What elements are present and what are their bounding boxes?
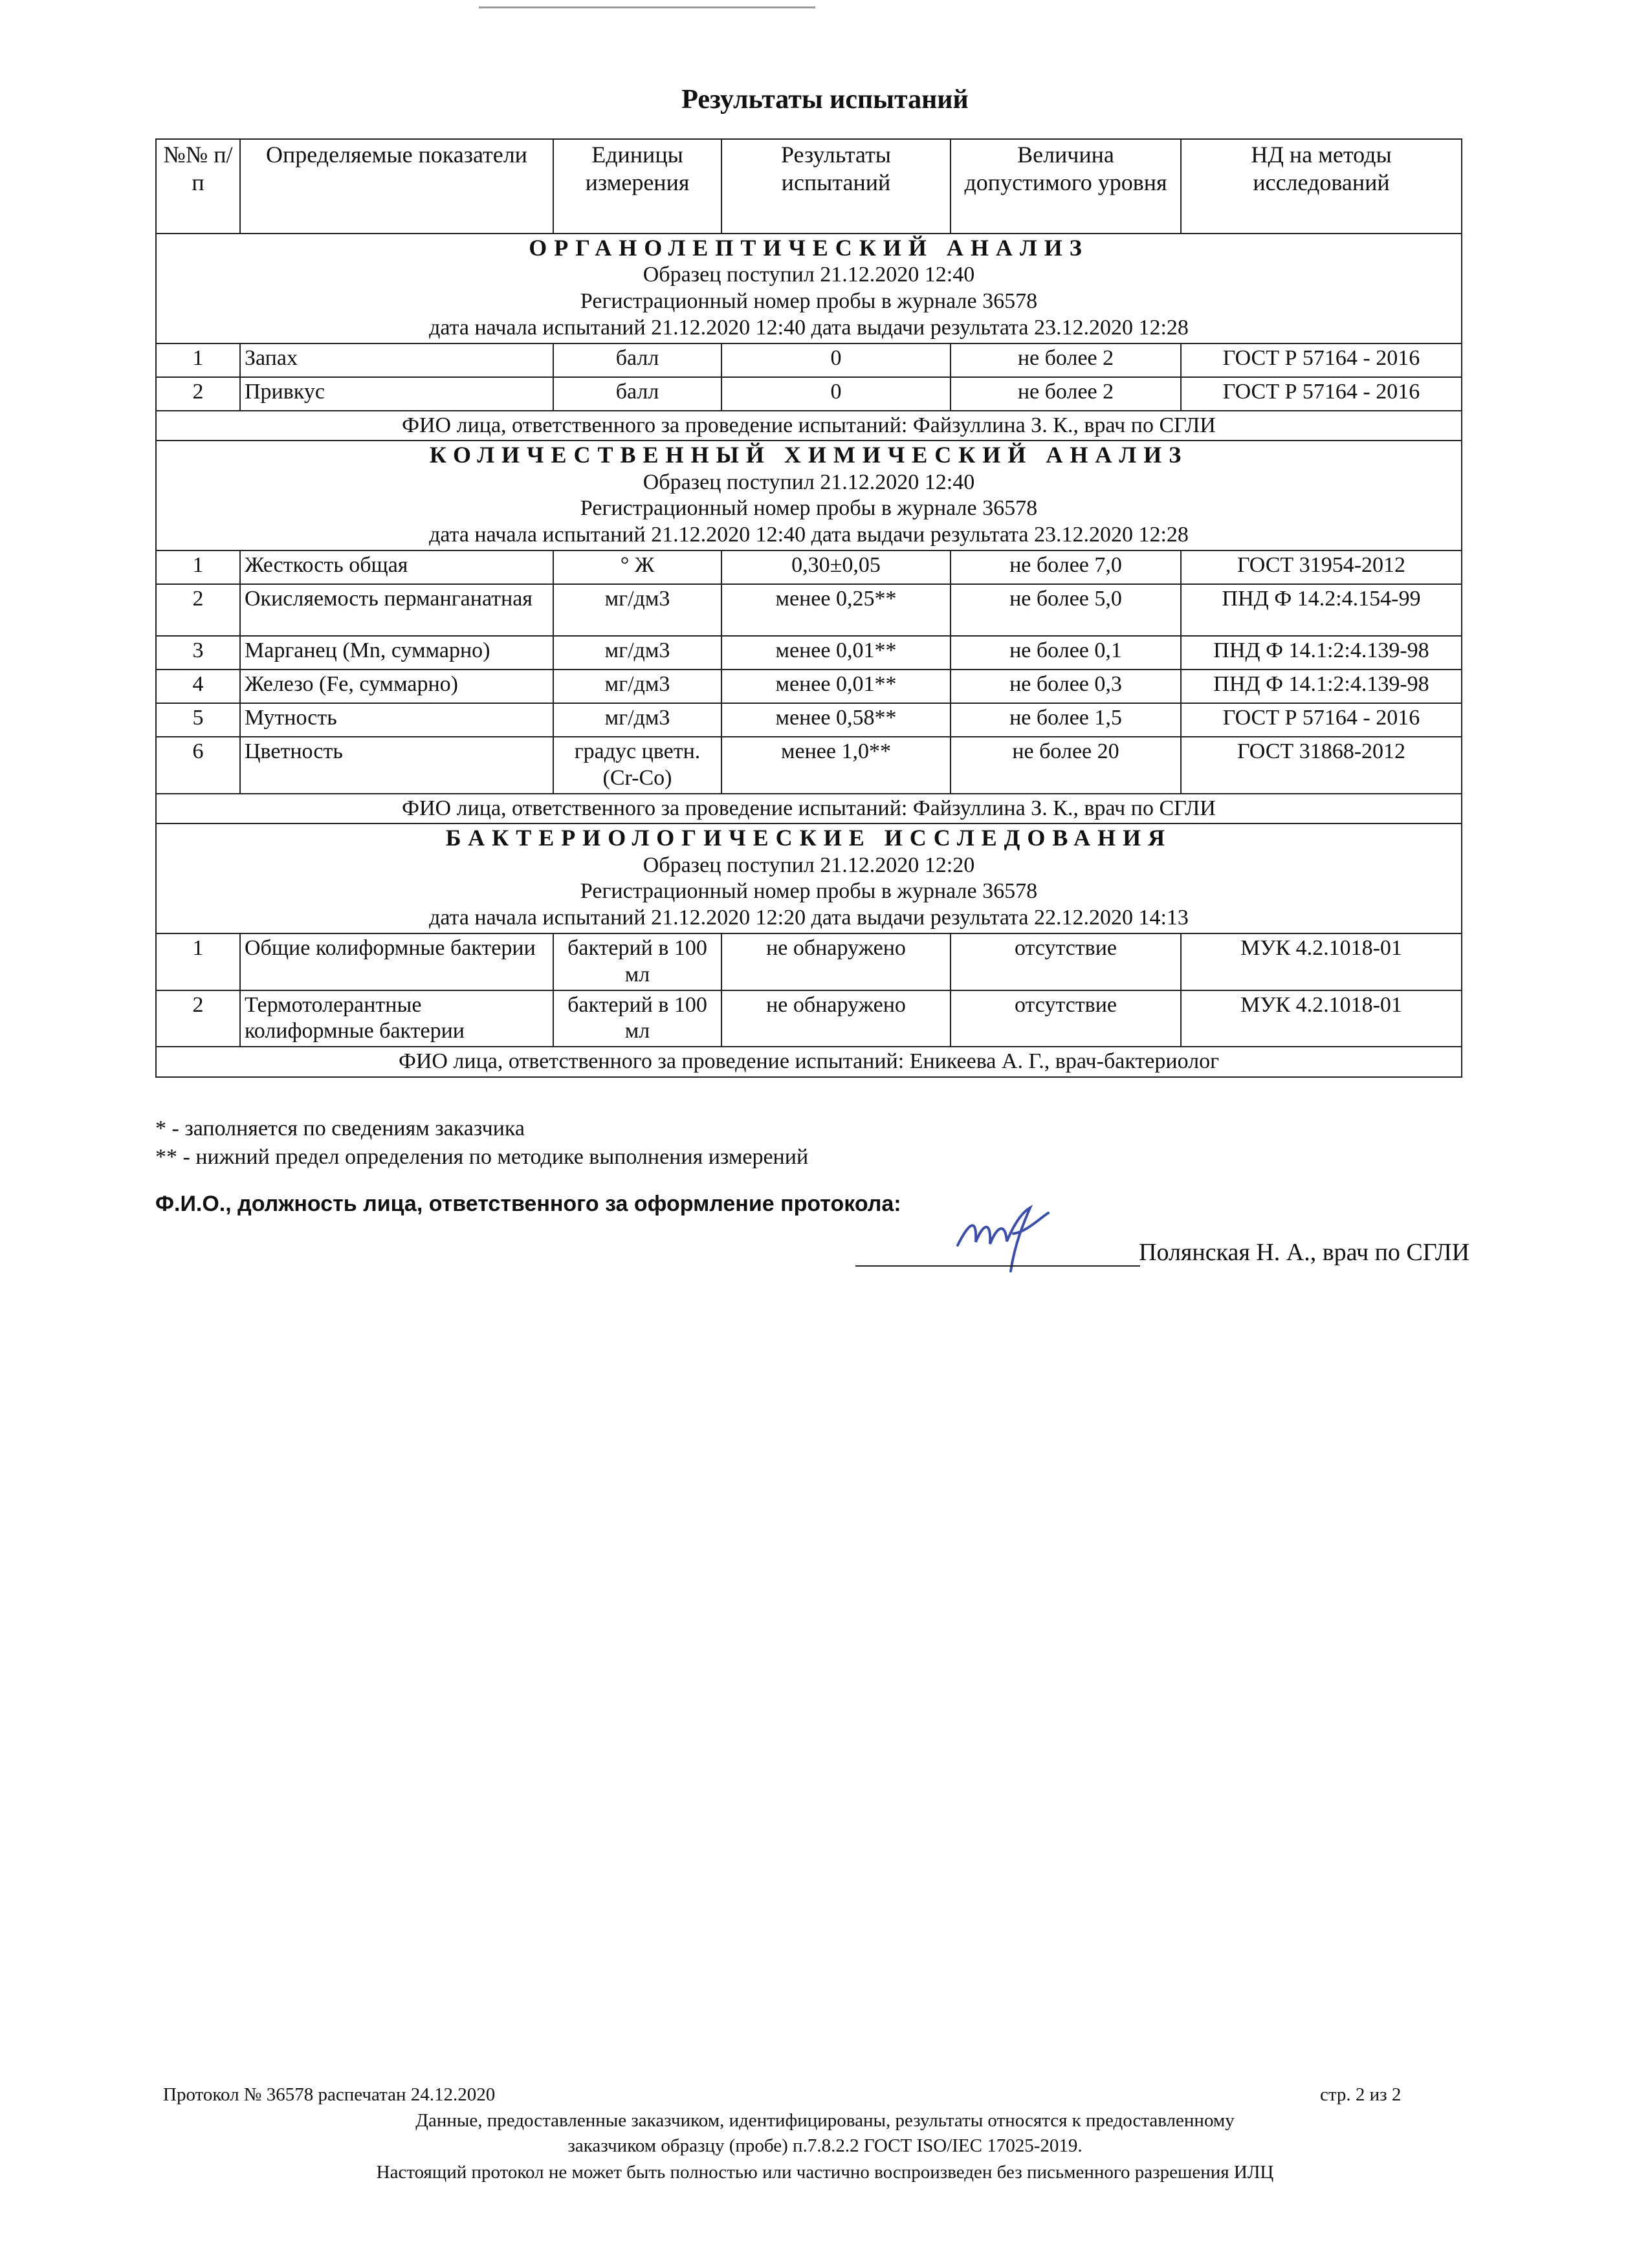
results-table	[155, 138, 1462, 1078]
row-number: 1	[156, 343, 240, 377]
row-unit: бактерий в 100 мл	[553, 990, 721, 1047]
col-header-num: №№ п/п	[156, 139, 240, 234]
section-title	[156, 441, 1462, 469]
section-registration	[156, 496, 1462, 522]
section-responsible-row	[156, 411, 1462, 441]
footnote-detection-limit: ** - нижний предел определения по методике выполнения измерений	[155, 1145, 809, 1169]
row-limit: не более 0,3	[951, 670, 1181, 703]
section-dates	[156, 905, 1462, 933]
row-unit: балл	[553, 343, 721, 377]
section-title	[156, 823, 1462, 852]
row-number: 3	[156, 636, 240, 670]
section-received-cell: Образец поступил 21.12.2020 12:40	[156, 470, 1462, 496]
row-limit: не более 1,5	[951, 703, 1181, 737]
scan-top-line	[479, 6, 815, 8]
row-method: ГОСТ 31868-2012	[1181, 737, 1462, 794]
row-unit: мг/дм3	[553, 670, 721, 703]
section-received	[156, 262, 1462, 289]
row-indicator: Термотолерантные колиформные бактерии	[240, 990, 553, 1047]
table-row	[156, 377, 1462, 411]
section-title	[156, 234, 1462, 262]
row-number: 1	[156, 933, 240, 990]
col-header-unit: Единицы измерения	[553, 139, 721, 234]
footer-protocol-info: Протокол № 36578 распечатан 24.12.2020	[163, 2084, 496, 2105]
row-unit: мг/дм3	[553, 703, 721, 737]
table-row	[156, 933, 1462, 990]
row-number: 1	[156, 551, 240, 584]
row-limit: отсутствие	[951, 990, 1181, 1047]
section-dates-cell: дата начала испытаний 21.12.2020 12:40 дата выдачи результата 23.12.2020 12:28	[156, 522, 1462, 551]
row-number: 6	[156, 737, 240, 794]
section-responsible: ФИО лица, ответственного за проведение испытаний: Файзуллина З. К., врач по СГЛИ	[156, 411, 1462, 441]
footer-page-number: стр. 2 из 2	[1320, 2084, 1402, 2105]
section-dates-cell: дата начала испытаний 21.12.2020 12:40 дата выдачи результата 23.12.2020 12:28	[156, 315, 1462, 343]
section-responsible-row	[156, 1047, 1462, 1077]
row-limit: не более 7,0	[951, 551, 1181, 584]
row-unit: мг/дм3	[553, 584, 721, 636]
row-method: ГОСТ Р 57164 - 2016	[1181, 703, 1462, 737]
table-row	[156, 343, 1462, 377]
row-result: менее 0,01**	[721, 636, 951, 670]
row-number: 2	[156, 584, 240, 636]
row-indicator: Запах	[240, 343, 553, 377]
row-method: ПНД Ф 14.1:2:4.139-98	[1181, 636, 1462, 670]
row-indicator: Привкус	[240, 377, 553, 411]
section-title-cell: КОЛИЧЕСТВЕННЫЙ ХИМИЧЕСКИЙ АНАЛИЗ	[156, 441, 1462, 469]
footnote-customer: * - заполняется по сведениям заказчика	[155, 1117, 525, 1140]
section-received	[156, 470, 1462, 496]
row-limit: не более 0,1	[951, 636, 1181, 670]
signer-name: Полянская Н. А., врач по СГЛИ	[1139, 1239, 1470, 1266]
row-limit: не более 2	[951, 377, 1181, 411]
col-header-limit: Величина допустимого уровня	[951, 139, 1181, 234]
section-registration-cell: Регистрационный номер пробы в журнале 36578	[156, 878, 1462, 905]
table-header-row	[156, 139, 1462, 234]
section-registration	[156, 878, 1462, 905]
row-indicator: Окисляемость перманганатная	[240, 584, 553, 636]
col-header-indicator: Определяемые показатели	[240, 139, 553, 234]
section-title-cell: БАКТЕРИОЛОГИЧЕСКИЕ ИССЛЕДОВАНИЯ	[156, 823, 1462, 852]
row-method: ГОСТ Р 57164 - 2016	[1181, 343, 1462, 377]
row-number: 2	[156, 377, 240, 411]
section-dates-cell: дата начала испытаний 21.12.2020 12:20 дата выдачи результата 22.12.2020 14:13	[156, 905, 1462, 933]
section-received-cell: Образец поступил 21.12.2020 12:20	[156, 853, 1462, 879]
row-method: ПНД Ф 14.1:2:4.139-98	[1181, 670, 1462, 703]
col-header-method: НД на методы исследований	[1181, 139, 1462, 234]
row-indicator: Цветность	[240, 737, 553, 794]
table-row	[156, 636, 1462, 670]
row-limit: не более 20	[951, 737, 1181, 794]
row-result: не обнаружено	[721, 990, 951, 1047]
row-indicator: Общие колиформные бактерии	[240, 933, 553, 990]
protocol-responsible-label: Ф.И.О., должность лица, ответственного за оформление протокола:	[155, 1192, 901, 1216]
section-received-cell: Образец поступил 21.12.2020 12:40	[156, 262, 1462, 289]
row-method: МУК 4.2.1018-01	[1181, 990, 1462, 1047]
row-unit: бактерий в 100 мл	[553, 933, 721, 990]
footer-line-2: заказчиком образцу (пробе) п.7.8.2.2 ГОСТ ISO/IEC 17025-2019.	[567, 2135, 1083, 2156]
col-header-result: Результаты испытаний	[721, 139, 951, 234]
table-row	[156, 551, 1462, 584]
row-result: 0	[721, 343, 951, 377]
table-row	[156, 990, 1462, 1047]
page-title: Результаты испытаний	[681, 85, 969, 114]
row-indicator: Мутность	[240, 703, 553, 737]
row-method: МУК 4.2.1018-01	[1181, 933, 1462, 990]
row-limit: не более 2	[951, 343, 1181, 377]
section-responsible-row	[156, 794, 1462, 824]
section-dates	[156, 522, 1462, 551]
section-registration-cell: Регистрационный номер пробы в журнале 36578	[156, 289, 1462, 315]
section-received	[156, 853, 1462, 879]
footer-line-1: Данные, предоставленные заказчиком, идентифицированы, результаты относятся к предоставленному	[415, 2110, 1235, 2131]
section-title-cell: ОРГАНОЛЕПТИЧЕСКИЙ АНАЛИЗ	[156, 234, 1462, 262]
row-limit: не более 5,0	[951, 584, 1181, 636]
row-unit: ° Ж	[553, 551, 721, 584]
section-registration	[156, 289, 1462, 315]
table-row	[156, 584, 1462, 636]
footer-line-3: Настоящий протокол не может быть полностью или частично воспроизведен без письменного разрешения ИЛЦ	[376, 2162, 1274, 2183]
section-responsible: ФИО лица, ответственного за проведение испытаний: Файзуллина З. К., врач по СГЛИ	[156, 794, 1462, 824]
row-result: менее 0,58**	[721, 703, 951, 737]
signature-line	[855, 1265, 1140, 1267]
row-unit: мг/дм3	[553, 636, 721, 670]
row-method: ГОСТ 31954-2012	[1181, 551, 1462, 584]
row-method: ПНД Ф 14.2:4.154-99	[1181, 584, 1462, 636]
row-result: менее 1,0**	[721, 737, 951, 794]
section-dates	[156, 315, 1462, 343]
row-result: 0,30±0,05	[721, 551, 951, 584]
row-unit: балл	[553, 377, 721, 411]
row-method: ГОСТ Р 57164 - 2016	[1181, 377, 1462, 411]
section-responsible: ФИО лица, ответственного за проведение испытаний: Еникеева А. Г., врач-бактериолог	[156, 1047, 1462, 1077]
row-number: 5	[156, 703, 240, 737]
row-indicator: Жесткость общая	[240, 551, 553, 584]
row-result: не обнаружено	[721, 933, 951, 990]
row-number: 4	[156, 670, 240, 703]
row-result: 0	[721, 377, 951, 411]
table-row	[156, 670, 1462, 703]
table-row	[156, 737, 1462, 794]
table-row	[156, 703, 1462, 737]
row-unit: градус цветн.(Cr-Co)	[553, 737, 721, 794]
row-result: менее 0,01**	[721, 670, 951, 703]
row-limit: отсутствие	[951, 933, 1181, 990]
row-indicator: Марганец (Mn, суммарно)	[240, 636, 553, 670]
section-registration-cell: Регистрационный номер пробы в журнале 36578	[156, 496, 1462, 522]
row-result: менее 0,25**	[721, 584, 951, 636]
row-number: 2	[156, 990, 240, 1047]
row-indicator: Железо (Fe, суммарно)	[240, 670, 553, 703]
